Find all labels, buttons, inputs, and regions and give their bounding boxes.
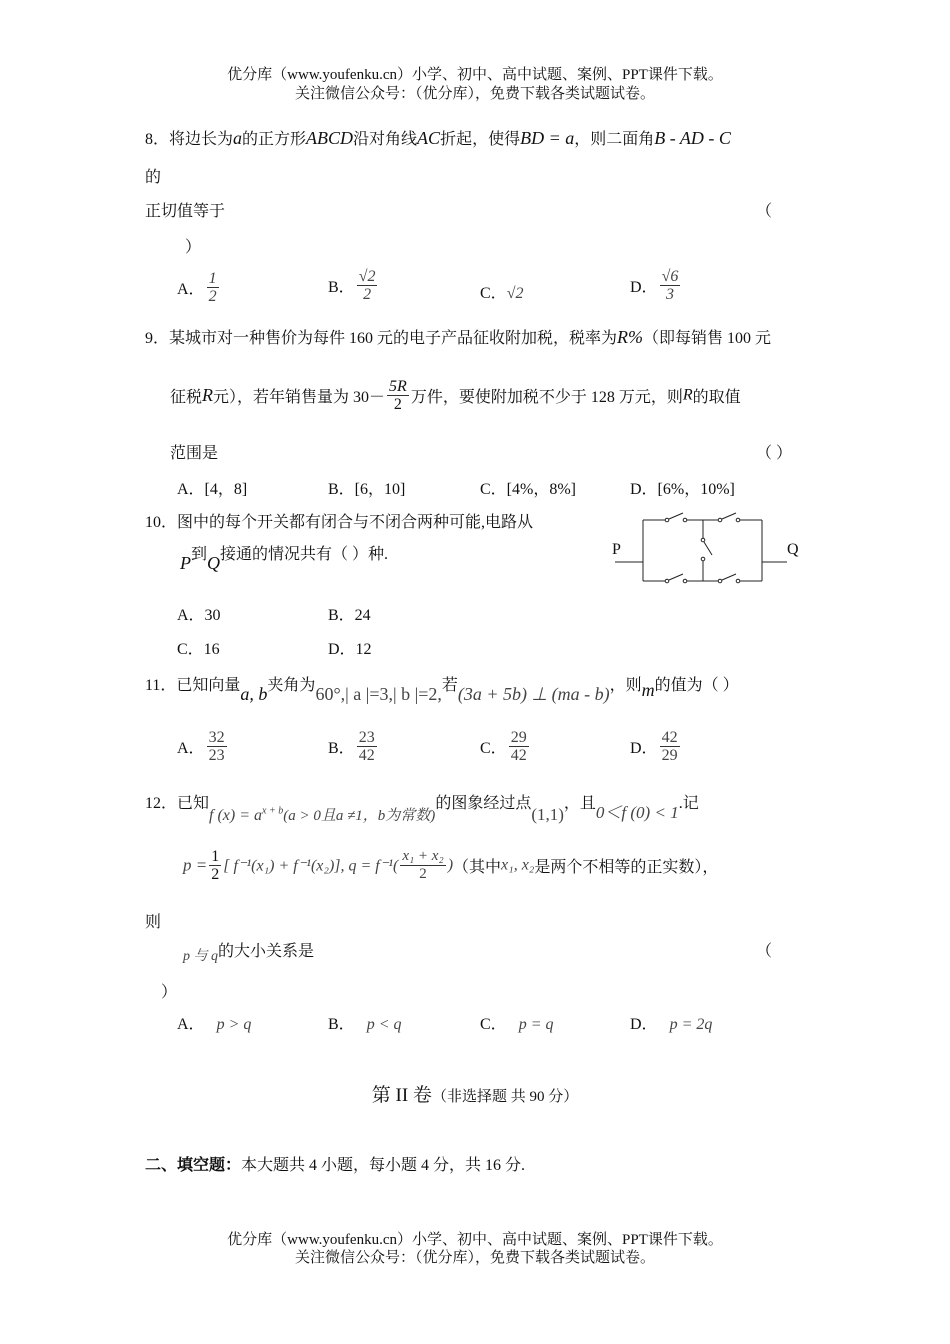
- fraction: [660, 268, 681, 303]
- q12-option-b[interactable]: [328, 1011, 401, 1034]
- q11-text: 的值为（ ）: [654, 677, 739, 694]
- q11-perpendicular: (3a + 5b) ⊥ (ma - b): [457, 684, 610, 704]
- q11-condition: 60°,| a |=3,| b |=2,: [315, 684, 442, 704]
- fraction: [400, 848, 445, 883]
- q10-text: 接通的情况共有（ ）种.: [220, 546, 389, 563]
- q12-option-a[interactable]: [177, 1011, 251, 1034]
- numerator: 32: [208, 729, 225, 746]
- q9-text: 范围是: [170, 445, 219, 462]
- question-10-line-2: [180, 541, 389, 573]
- fraction: [660, 729, 680, 764]
- numerator: 42: [661, 729, 678, 746]
- numerator: 23: [358, 729, 375, 746]
- footer-line-1: 优分库（www.youfenku.cn）小学、初中、高中试题、案例、PPT课件下载。: [227, 1232, 723, 1248]
- switch-lever: [722, 574, 736, 580]
- q12-text: ，且: [563, 795, 596, 812]
- question-12-line-2: [183, 848, 718, 883]
- denominator: 42: [358, 747, 375, 764]
- q11-option-a[interactable]: [177, 729, 229, 764]
- option-label: B．: [328, 740, 355, 757]
- q11-text: 若: [441, 677, 458, 694]
- option-label: C．: [480, 285, 507, 302]
- fraction: [357, 268, 378, 303]
- q9-text: 万件，要使附加税不少于 128 万元，则: [410, 389, 683, 406]
- q9-option-c[interactable]: C．[4%，8%]: [480, 481, 576, 498]
- footer-line-2: 关注微信公众号：（优分库），免费下载各类试题试卷。: [294, 1250, 655, 1266]
- option-value: p = q: [518, 1016, 554, 1033]
- part-2-text: 本大题共 4 小题，每小题 4 分，共 16 分.: [241, 1157, 526, 1174]
- q11-vectors: a, b: [240, 684, 268, 704]
- numerator: √2: [358, 268, 376, 285]
- numerator: √6: [661, 268, 679, 285]
- q9-option-a[interactable]: A．[4，8]: [177, 481, 248, 498]
- q10-text: 到: [191, 546, 208, 563]
- q9-text: 征税: [170, 389, 203, 406]
- q12-p-q: p 与 q: [183, 949, 218, 964]
- q12-p-body: [ f⁻¹(x₁) + f⁻¹(x₂)], q = f⁻¹(: [223, 857, 399, 875]
- q8-text: 沿对角线: [353, 131, 418, 148]
- q9-text: 9．某城市对一种售价为每件 160 元的电子产品征收附加税，税率为: [145, 330, 618, 347]
- denominator: 2: [208, 288, 217, 305]
- option-label: A．: [177, 740, 205, 757]
- option-label: B．: [328, 1016, 355, 1033]
- q10-option-c[interactable]: C．16: [177, 641, 220, 658]
- question-12-line-4: [183, 938, 315, 964]
- switch-contact: [701, 538, 705, 542]
- fraction: [509, 729, 529, 764]
- q10-var-q: Q: [207, 553, 221, 573]
- q9-fraction: [387, 378, 409, 413]
- denominator: 2: [393, 396, 402, 413]
- q11-var-m: m: [641, 680, 655, 700]
- option-value: p = 2q: [669, 1016, 713, 1033]
- q8-var-a: a: [233, 128, 243, 148]
- header-line-2: 关注微信公众号：（优分库），免费下载各类试题试卷。: [294, 86, 655, 102]
- q12-paren-right: ）: [161, 984, 178, 1001]
- switch-contact: [701, 557, 705, 561]
- q8-text: 8．将边长为: [145, 131, 234, 148]
- q12-text: 则: [145, 914, 162, 931]
- q8-dihedral-angle: B - AD - C: [654, 128, 731, 148]
- section-title: 第 II 卷: [371, 1085, 432, 1106]
- q8-option-a[interactable]: [177, 270, 221, 305]
- numerator: 1: [211, 848, 220, 865]
- option-label: A．: [177, 281, 205, 298]
- switch-contact: [683, 579, 687, 583]
- fraction: [357, 729, 377, 764]
- q11-option-d[interactable]: [630, 729, 682, 764]
- q8-bd: BD = a: [520, 128, 575, 148]
- q12-point: (1,1): [531, 805, 564, 824]
- option-label: C．: [480, 1016, 507, 1033]
- denominator: 23: [208, 747, 225, 764]
- q8-text: 的: [145, 169, 162, 186]
- switch-lever: [669, 513, 683, 519]
- section-subtitle: （非选择题 共 90 分）: [431, 1089, 579, 1105]
- switch-lever: [704, 542, 712, 555]
- option-value: √2: [506, 285, 524, 302]
- switch-contact: [736, 579, 740, 583]
- part-2-intro: [145, 1152, 525, 1175]
- switch-contact: [683, 518, 687, 522]
- option-value: p > q: [216, 1016, 252, 1033]
- switch-lever: [669, 574, 683, 580]
- q12-close: ): [447, 856, 454, 874]
- q12-condition: (a > 0且a ≠1，b为常数): [283, 808, 436, 824]
- section-2-heading: [0, 1080, 950, 1107]
- q12-option-d[interactable]: [630, 1011, 712, 1034]
- q12-option-c[interactable]: [480, 1011, 553, 1034]
- q12-exponent: x + b: [262, 805, 284, 817]
- numerator: 5R: [389, 378, 407, 395]
- option-label: D．: [630, 279, 658, 296]
- q12-paren-left: （: [756, 943, 773, 960]
- q8-text: ，则二面角: [574, 131, 655, 148]
- header-line-1: 优分库（www.youfenku.cn）小学、初中、高中试题、案例、PPT课件下载。: [227, 67, 723, 83]
- q9-var-r: R: [682, 386, 693, 404]
- option-label: C．: [480, 740, 507, 757]
- q12-text: 的图象经过点: [435, 795, 532, 812]
- denominator: 2: [211, 866, 220, 883]
- q11-text: 夹角为: [267, 677, 316, 694]
- q10-option-a[interactable]: A．30: [177, 607, 221, 624]
- switch-contact: [665, 579, 669, 583]
- q8-text: 折起，使得: [440, 131, 521, 148]
- denominator: 2: [419, 866, 427, 882]
- option-label: D．: [630, 740, 658, 757]
- circuit-label-q: Q: [787, 541, 799, 558]
- switch-lever: [722, 513, 736, 519]
- q12-function: [209, 807, 435, 824]
- fraction: [209, 848, 221, 883]
- q12-p-def: p =: [183, 855, 208, 875]
- option-label: B．: [328, 279, 355, 296]
- q9-rate: R%: [617, 327, 644, 347]
- q8-text: 正切值等于: [145, 203, 226, 220]
- denominator: 3: [665, 286, 674, 303]
- q12-text: 12．已知: [145, 795, 210, 812]
- q9-var-r: R: [202, 385, 214, 405]
- circuit-label-p: P: [612, 541, 621, 558]
- q8-square: ABCD: [306, 128, 354, 148]
- denominator: 2: [363, 286, 372, 303]
- q8-paren-left: （: [756, 203, 773, 220]
- switch-contact: [718, 518, 722, 522]
- option-label: D．: [630, 1016, 658, 1033]
- q12-inequality: 0＜f (0) < 1: [595, 803, 679, 822]
- denominator: 29: [661, 747, 678, 764]
- q8-option-d[interactable]: [630, 268, 682, 303]
- q11-option-c[interactable]: [480, 729, 531, 764]
- question-9-line-1: [145, 325, 771, 348]
- q9-text: 元），若年销售量为 30－: [213, 389, 386, 406]
- q10-option-d[interactable]: D．12: [328, 641, 372, 658]
- option-value: p < q: [366, 1016, 402, 1033]
- option-label: A．: [177, 1016, 205, 1033]
- numerator: 29: [510, 729, 527, 746]
- q12-text: （其中: [453, 859, 502, 876]
- q9-option-b[interactable]: B．[6，10]: [328, 481, 406, 498]
- q9-option-d[interactable]: D．[6%，10%]: [630, 481, 735, 498]
- denominator: 42: [510, 747, 527, 764]
- switch-contact: [736, 518, 740, 522]
- q12-fx: f (x) = a: [209, 807, 263, 824]
- q11-option-b[interactable]: [328, 729, 379, 764]
- q8-option-b[interactable]: [328, 268, 379, 303]
- question-12-line-1: [145, 788, 699, 824]
- switch-contact: [718, 579, 722, 583]
- q8-paren-right: ）: [185, 239, 202, 256]
- q12-text: .记: [678, 795, 699, 812]
- circuit-diagram: [605, 505, 815, 600]
- numerator: 1: [208, 270, 217, 287]
- q8-diagonal: AC: [417, 128, 441, 148]
- q10-var-p: P: [180, 553, 191, 573]
- switch-contact: [665, 518, 669, 522]
- q12-text: 是两个不相等的正实数），: [534, 859, 719, 876]
- fraction: [207, 270, 219, 305]
- q10-option-b[interactable]: B．24: [328, 607, 371, 624]
- q9-text: （即每销售 100 元: [643, 330, 772, 347]
- question-8-line-1: [145, 126, 731, 149]
- q11-text: 11．已知向量: [145, 677, 241, 694]
- question-11: [145, 672, 739, 704]
- q11-text: ，则: [609, 677, 642, 694]
- q12-text: 的大小关系是: [218, 943, 315, 960]
- q9-paren: （ ）: [756, 445, 793, 462]
- q12-x1-x2: x₁, x₂: [501, 856, 535, 874]
- part-2-label: 二、填空题：: [145, 1157, 242, 1174]
- question-10-line-1: 10．图中的每个开关都有闭合与不闭合两种可能,电路从: [145, 514, 534, 531]
- q8-option-c[interactable]: [480, 280, 523, 303]
- question-9-line-2: [170, 378, 741, 413]
- fraction: [207, 729, 227, 764]
- q9-text: 的取值: [692, 389, 741, 406]
- numerator: x₁ + x₂: [402, 848, 444, 864]
- q8-text: 的正方形: [242, 131, 307, 148]
